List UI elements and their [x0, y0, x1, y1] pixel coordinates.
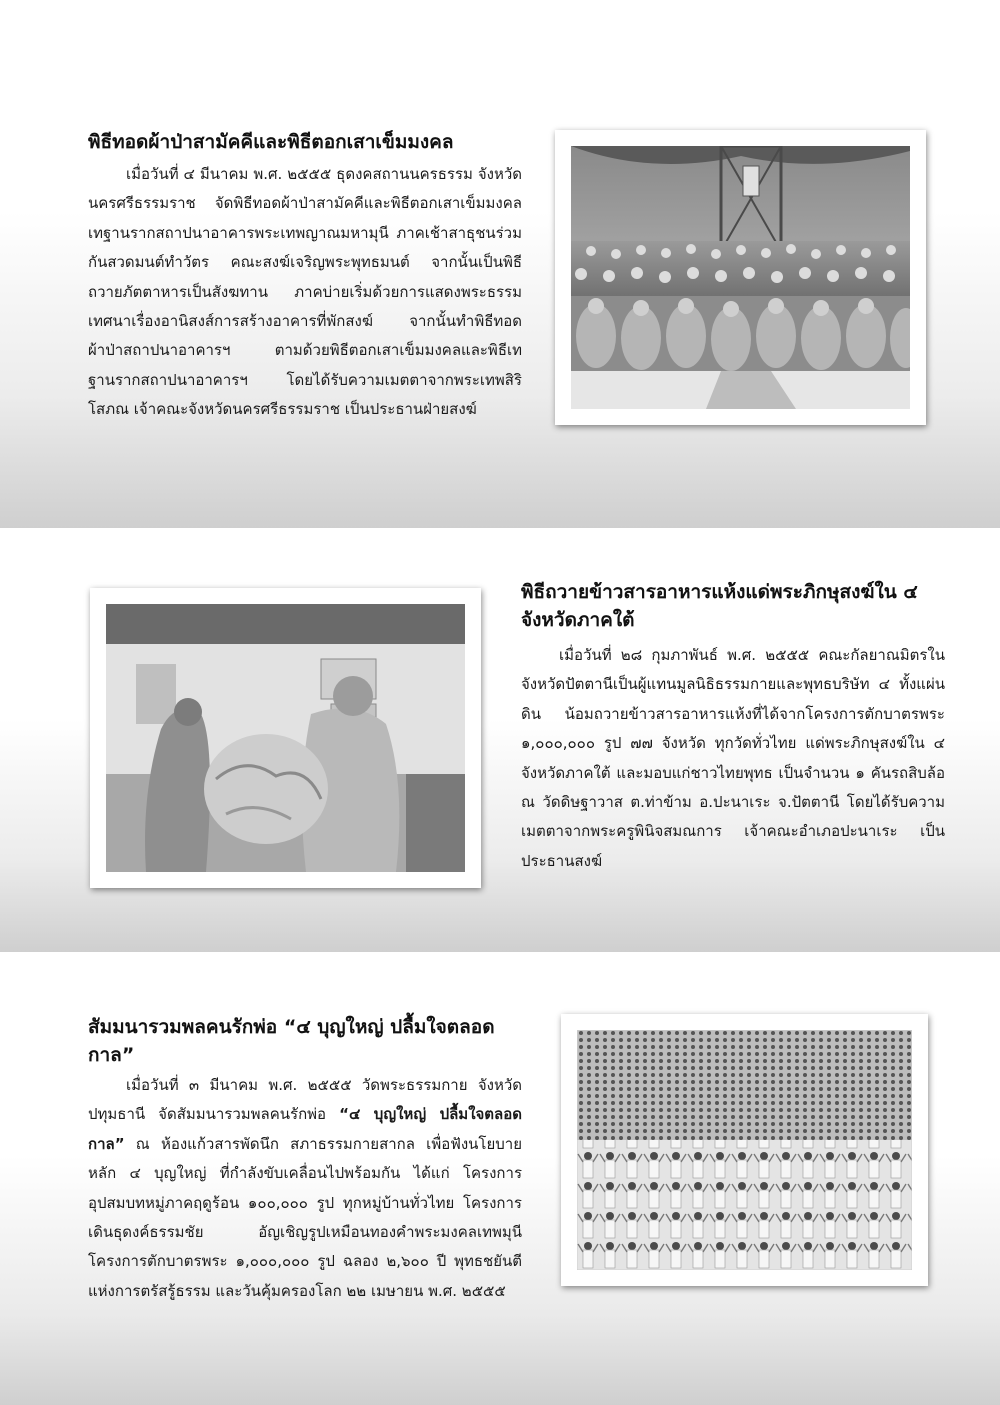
photo-monks-gathering-image: [571, 146, 910, 409]
article-body-emphasis: “๔ บุญใหญ่ ปลื้มใจตลอดกาล”: [88, 1105, 522, 1153]
photo-monks-gathering: [555, 130, 926, 425]
article-kathina-ceremony: [88, 128, 522, 425]
article-body: [88, 1071, 522, 1306]
article-title: พิธีทอดผ้าป่าสามัคคีและพิธีตอกเสาเข็มมงคล: [88, 131, 454, 153]
article-body-text-end: ณ ห้องแก้วสารพัดนึก สภาธรรมกายสากล เพื่อฟังนโยบายหลัก ๔ บุญใหญ่ ที่กำลังขับเคลื่อนไปพร้อมกัน ได้แก่ โครงการอุปสมบทหมู่ภาคฤดูร้อน ๑๐๐,๐๐๐ รูป ทุกหมู่บ้านทั่วไทย โครงการเดินธุดงค์ธรรมชัย อัญเชิญรูปเหมือนทองคำพระมงคลเทพมุนี โครงการตักบาตรพระ ๑,๐๐๐,๐๐๐ รูป ฉลอง ๒,๖๐๐ ปี พุทธชยันตีแห่งการตรัสรู้ธรรม และวันคุ้มครองโลก ๒๒ เมษายน พ.ศ. ๒๕๕๕: [88, 1134, 522, 1300]
article-body-text: เมื่อวันที่ ๒๘ กุมภาพันธ์ พ.ศ. ๒๕๕๕ คณะกัลยาณมิตรในจังหวัดปัตตานีเป็นผู้แทนมูลนิธิธรรมกายและพุทธบริษัท ๔ ทั้งแผ่นดิน น้อมถวายข้าวสารอาหารแห้งที่ได้จากโครงการตักบาตรพระ ๑,๐๐๐,๐๐๐ รูป ๗๗ จังหวัด ทุกวัดทั่วไทย แด่พระภิกษุสงฆ์ใน ๔ จังหวัดภาคใต้ และมอบแก่ชาวไทยพุทธ เป็นจำนวน ๑ คันรถสิบล้อ ณ วัดดิษฐาวาส ต.ท่าข้าม อ.ปะนาเระ จ.ปัตตานี โดยได้รับความเมตตาจากพระครูพินิจสมณการ เจ้าคณะอำเภอปะนาเระ เป็นประธานสงฆ์: [521, 646, 945, 870]
photo-seminar-crowd-image: [577, 1030, 912, 1270]
article-rice-offering: [521, 578, 945, 876]
article-body-text-start: เมื่อวันที่ ๓ มีนาคม พ.ศ. ๒๕๕๕ วัดพระธรรมกาย จังหวัดปทุมธานี จัดสัมมนารวมพลคนรักพ่อ: [88, 1076, 522, 1124]
article-body: [521, 641, 945, 876]
article-title: สัมมนารวมพลคนรักพ่อ “๔ บุญใหญ่ ปลื้มใจตลอดกาล”: [88, 1016, 495, 1066]
article-seminar: [88, 1013, 522, 1306]
article-body: [88, 160, 522, 425]
article-title: พิธีถวายข้าวสารอาหารแห้งแด่พระภิกษุสงฆ์ใน ๔ จังหวัดภาคใต้: [521, 581, 918, 631]
photo-monks-offering: [90, 588, 481, 888]
article-body-text: เมื่อวันที่ ๔ มีนาคม พ.ศ. ๒๕๕๕ ธุดงคสถานนครธรรม จังหวัดนครศรีธรรมราช จัดพิธีทอดผ้าป่าสามัคคีและพิธีตอกเสาเข็มมงคลเทฐานรากสถาปนาอาคารพระเทพญาณมหามุนี ภาคเช้าสาธุชนร่วมกันสวดมนต์ทำวัตร คณะสงฆ์เจริญพระพุทธมนต์ จากนั้นเป็นพิธีถวายภัตตาหารเป็นสังฆทาน ภาคบ่ายเริ่มด้วยการแสดงพระธรรมเทศนาเรื่องอานิสงส์การสร้างอาคารที่พักสงฆ์ จากนั้นทำพิธีทอดผ้าป่าสถาปนาอาคารฯ ตามด้วยพิธีตอกเสาเข็มมงคลและพิธีเทฐานรากสถาปนาอาคารฯ โดยได้รับความเมตตาจากพระเทพสิริโสภณ เจ้าคณะจังหวัดนครศรีธรรมราช เป็นประธานฝ่ายสงฆ์: [88, 165, 522, 419]
photo-seminar-crowd: [561, 1014, 928, 1286]
photo-monks-offering-image: [106, 604, 465, 872]
